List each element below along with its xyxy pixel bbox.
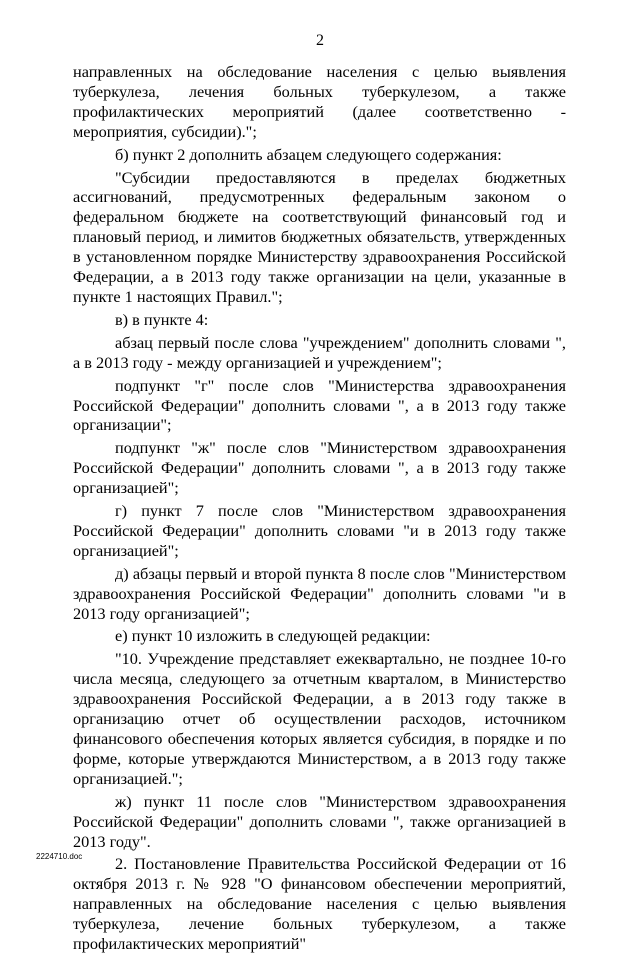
page-number: 2	[316, 32, 324, 49]
paragraph: б) пункт 2 дополнить абзацем следующего содержания:	[115, 144, 502, 164]
paragraph: подпункт "ж" после слов "Министерством здравоохранения Российской Федерации" дополнить словами ", а в 2013 году также организацией";	[73, 438, 566, 498]
paragraph: подпункт "г" после слов "Министерства здравоохранения Российской Федерации" дополнить словами ", а в 2013 году также организации";	[73, 375, 566, 435]
paragraph: "10. Учреждение представляет ежеквартально, не позднее 10-го числа месяца, следующего за отчетным кварталом, в Министерство здравоохранения Российской Федерации, а в 2013 году также в организацию отчет об осуществлении расходов, источником финансового обеспечения которых является субсидия, в порядке и по форме, которые утверждаются Министерством, а в 2013 году также организацией.";	[73, 649, 566, 788]
document-body	[73, 62, 566, 954]
paragraph: в) в пункте 4:	[115, 309, 209, 329]
paragraph: 2. Постановление Правительства Российской Федерации от 16 октября 2013 г. № 928 "О финансовом обеспечении мероприятий, направленных на обследование населения с целью выявления туберкулеза, лечение больных туберкулезом, а также профилактических мероприятий"	[73, 854, 566, 954]
paragraph: е) пункт 10 изложить в следующей редакции:	[115, 626, 431, 646]
paragraph: г) пункт 7 после слов "Министерством здравоохранения Российской Федерации" дополнить словами "и в 2013 году также организацией";	[73, 501, 566, 560]
paragraph: ж) пункт 11 после слов "Министерством здравоохранения Российской Федерации" дополнить словами ", также организацией в 2013 году".	[73, 791, 566, 851]
paragraph: д) абзацы первый и второй пункта 8 после слов "Министерством здравоохранения Российской Федерации" дополнить словами "и в 2013 году организацией";	[73, 563, 566, 623]
paragraph: "Субсидии предоставляются в пределах бюджетных ассигнований, предусмотренных федеральным законом о федеральном бюджете на соответствующий финансовый год и плановый период, и лимитов бюджетных обязательств, утвержденных в установленном порядке Министерству здравоохранения Российской Федерации, а в 2013 году также организации на цели, указанные в пункте 1 настоящих Правил.";	[73, 167, 566, 306]
file-name-footer: 2224710.doc	[36, 852, 83, 861]
paragraph: направленных на обследование населения с целью выявления туберкулеза, лечения больных туберкулезом, а также профилактических мероприятий (далее соответственно - мероприятия, субсидии).";	[73, 62, 566, 141]
paragraph: абзац первый после слова "учреждением" дополнить словами ", а в 2013 году - между организацией и учреждением";	[73, 332, 566, 372]
